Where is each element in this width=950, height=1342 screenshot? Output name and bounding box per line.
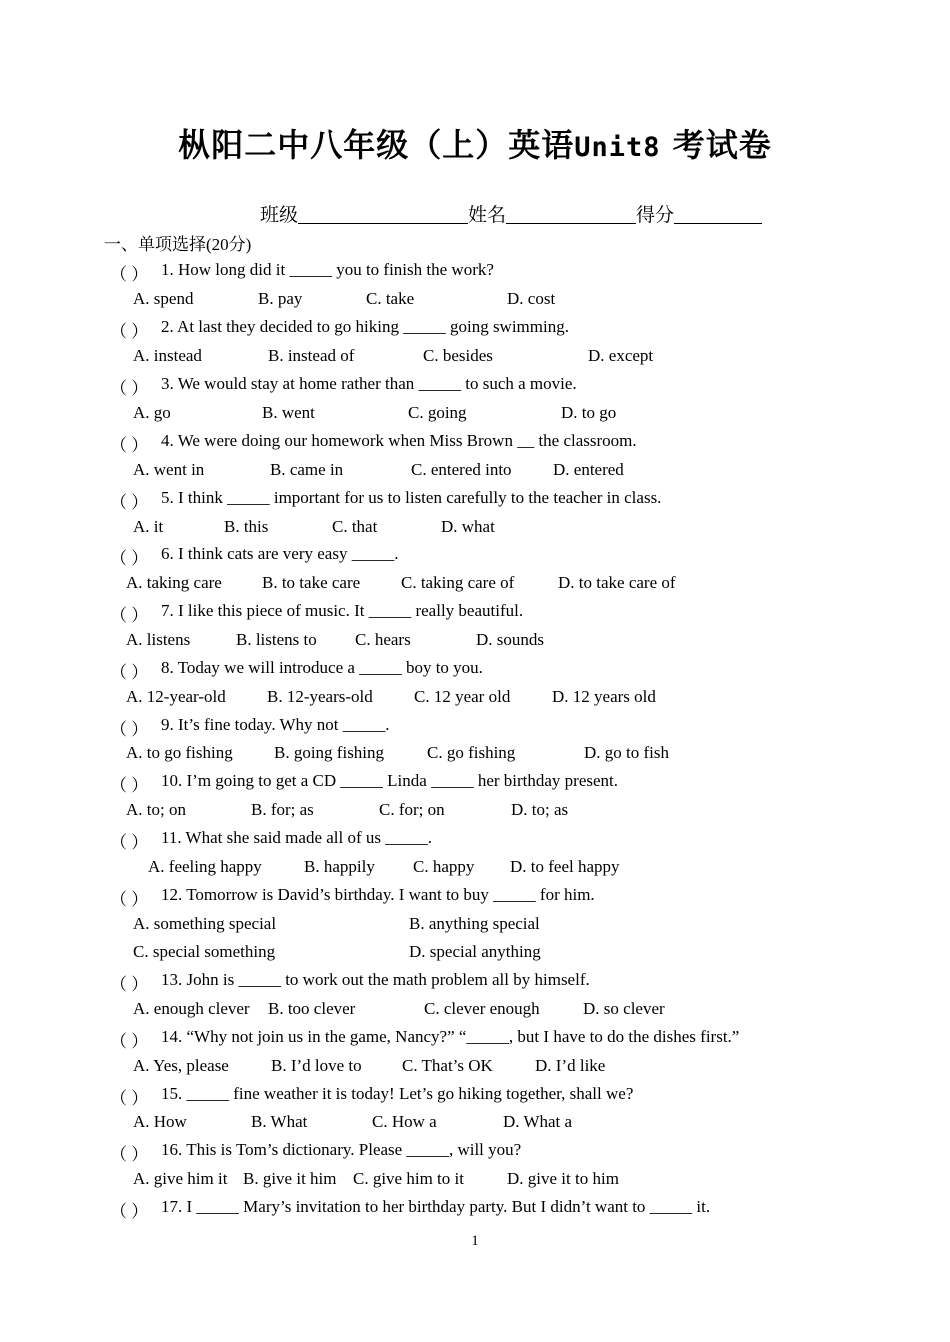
answer-option: C. special something [133, 942, 276, 961]
answer-blank: （ ） [110, 1032, 149, 1051]
answer-option: A. go [133, 403, 171, 422]
answer-blank: （ ） [110, 776, 149, 795]
answer-blank: （ ） [110, 1202, 149, 1221]
answer-option: A. taking care [126, 573, 222, 592]
name-label: 姓名 [468, 205, 507, 226]
answer-blank: （ ） [110, 606, 149, 625]
answer-option: D. entered [553, 460, 624, 479]
question-stem: 5. I think _____ important for us to listen carefully to the teacher in class. [161, 488, 662, 507]
title-chinese: 枞阳二中八年级（上）英语 [178, 126, 575, 164]
answer-option: D. go to fish [584, 743, 669, 762]
answer-blank: （ ） [110, 1145, 149, 1164]
answer-option: A. went in [133, 460, 205, 479]
question-stem: 3. We would stay at home rather than _____ to such a movie. [161, 374, 577, 393]
page-title [0, 120, 950, 166]
answer-option: D. sounds [476, 630, 545, 649]
answer-option: C. 12 year old [414, 687, 511, 706]
answer-option: D. to feel happy [510, 857, 620, 876]
question-stem: 1. How long did it _____ you to finish the work? [161, 260, 494, 279]
answer-option: C. besides [423, 346, 493, 365]
answer-option: C. clever enough [424, 999, 540, 1018]
answer-option: D. to; as [511, 800, 569, 819]
answer-option: D. except [588, 346, 654, 365]
answer-option: B. anything special [409, 914, 540, 933]
answer-blank: （ ） [110, 833, 149, 852]
answer-option: D. What a [503, 1112, 573, 1131]
answer-blank: （ ） [110, 720, 149, 739]
answer-option: D. cost [507, 289, 556, 308]
answer-blank: （ ） [110, 890, 149, 909]
answer-option: B. pay [258, 289, 303, 308]
answer-option: B. too clever [268, 999, 356, 1018]
question-stem: 13. John is _____ to work out the math problem all by himself. [161, 970, 590, 989]
class-label: 班级 [260, 205, 299, 226]
answer-option: B. went [262, 403, 315, 422]
question-stem: 15. _____ fine weather it is today! Let’s go hiking together, shall we? [161, 1084, 634, 1103]
question-stem: 17. I _____ Mary’s invitation to her birthday party. But I didn’t want to _____ it. [161, 1197, 711, 1216]
answer-blank: （ ） [110, 379, 149, 398]
answer-option: C. How a [372, 1112, 437, 1131]
answer-option: A. enough clever [133, 999, 250, 1018]
answer-option: D. give it to him [507, 1169, 619, 1188]
answer-option: A. give him it [133, 1169, 228, 1188]
answer-option: B. listens to [236, 630, 317, 649]
answer-option: C. give him to it [353, 1169, 464, 1188]
answer-option: A. spend [133, 289, 194, 308]
answer-option: B. happily [304, 857, 375, 876]
score-label: 得分 [636, 205, 675, 226]
answer-option: B. I’d love to [271, 1056, 362, 1075]
answer-option: B. instead of [268, 346, 355, 365]
answer-blank: （ ） [110, 436, 149, 455]
page-number: 1 [471, 1233, 479, 1249]
answer-option: D. to take care of [558, 573, 676, 592]
answer-option: B. came in [270, 460, 344, 479]
answer-option: C. That’s OK [402, 1056, 493, 1075]
question-stem: 7. I like this piece of music. It _____ really beautiful. [161, 601, 524, 620]
section-heading: 一、单项选择(20分) [104, 235, 252, 254]
answer-blank: （ ） [110, 663, 149, 682]
answer-option: C. that [332, 517, 378, 536]
answer-option: D. I’d like [535, 1056, 606, 1075]
question-stem: 11. What she said made all of us _____. [161, 828, 433, 847]
answer-option: D. 12 years old [552, 687, 656, 706]
name-blank [506, 203, 636, 224]
answer-option: B. to take care [262, 573, 361, 592]
question-stem: 2. At last they decided to go hiking _____ going swimming. [161, 317, 569, 336]
answer-blank: （ ） [110, 975, 149, 994]
question-stem: 8. Today we will introduce a _____ boy to you. [161, 658, 483, 677]
question-stem: 14. “Why not join us in the game, Nancy?” “_____, but I have to do the dishes first.” [161, 1027, 740, 1046]
answer-option: B. give it him [243, 1169, 337, 1188]
answer-option: D. what [441, 517, 495, 536]
answer-option: C. take [366, 289, 415, 308]
answer-option: A. instead [133, 346, 202, 365]
answer-blank: （ ） [110, 549, 149, 568]
answer-blank: （ ） [110, 322, 149, 341]
answer-option: A. 12-year-old [126, 687, 226, 706]
answer-option: C. entered into [411, 460, 512, 479]
answer-option: A. feeling happy [148, 857, 262, 876]
answer-option: A. something special [133, 914, 277, 933]
answer-option: C. hears [355, 630, 411, 649]
answer-option: A. it [133, 517, 164, 536]
answer-option: C. for; on [379, 800, 445, 819]
answer-option: B. for; as [251, 800, 314, 819]
question-stem: 12. Tomorrow is David’s birthday. I want to buy _____ for him. [161, 885, 595, 904]
answer-option: C. taking care of [401, 573, 515, 592]
answer-blank: （ ） [110, 493, 149, 512]
answer-option: C. go fishing [427, 743, 516, 762]
answer-option: B. this [224, 517, 269, 536]
question-stem: 16. This is Tom’s dictionary. Please _____, will you? [161, 1140, 522, 1159]
student-info-line [260, 200, 762, 227]
question-stem: 9. It’s fine today. Why not _____. [161, 715, 390, 734]
answer-option: C. going [408, 403, 467, 422]
title-suffix: 考试卷 [660, 126, 772, 164]
answer-option: A. Yes, please [133, 1056, 229, 1075]
answer-option: D. special anything [409, 942, 541, 961]
answer-option: A. How [133, 1112, 187, 1131]
score-blank [674, 203, 762, 224]
answer-blank: （ ） [110, 265, 149, 284]
answer-option: B. 12-years-old [267, 687, 373, 706]
answer-option: A. to go fishing [126, 743, 233, 762]
answer-option: D. to go [561, 403, 617, 422]
answer-option: D. so clever [583, 999, 665, 1018]
answer-option: C. happy [413, 857, 475, 876]
question-stem: 10. I’m going to get a CD _____ Linda _____ her birthday present. [161, 771, 619, 790]
answer-option: B. going fishing [274, 743, 385, 762]
answer-option: A. to; on [126, 800, 186, 819]
question-stem: 4. We were doing our homework when Miss Brown __ the classroom. [161, 431, 637, 450]
question-stem: 6. I think cats are very easy _____. [161, 544, 399, 563]
class-blank [298, 203, 468, 224]
answer-option: B. What [251, 1112, 308, 1131]
answer-blank: （ ） [110, 1089, 149, 1108]
answer-option: A. listens [126, 630, 191, 649]
title-unit: Unit8 [574, 132, 661, 163]
